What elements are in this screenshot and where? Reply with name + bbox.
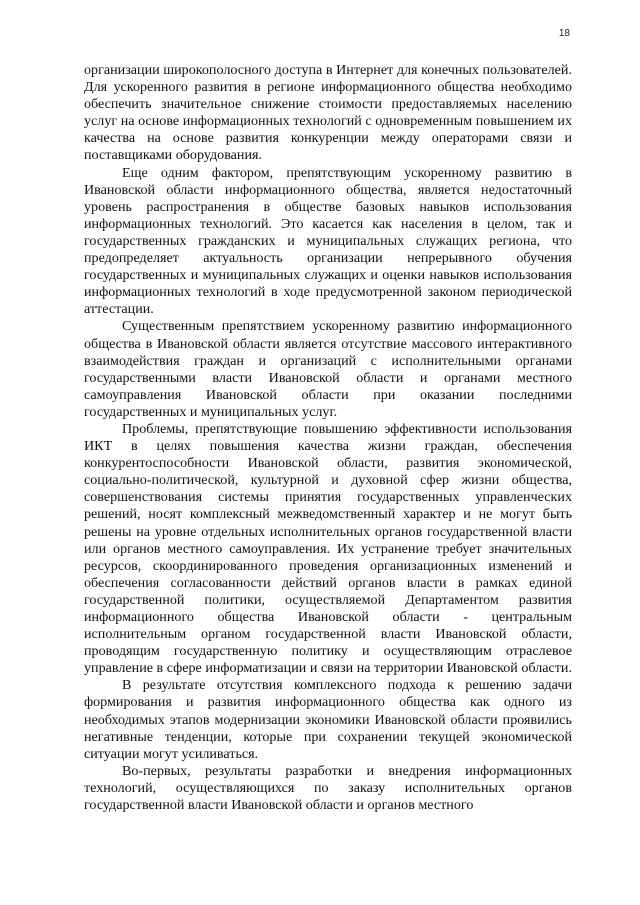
paragraph-4: Проблемы, препятствующие повышению эффективности использования ИКТ в целях повышения качества жизни граждан, обеспечения конкурентоспособности Ивановской области, развития экономической, социально-политической, культурной и духовной сфер жизни общества, совершенствования системы принятия государственных управленческих решений, носят комплексный межведомственный характер и не могут быть решены на уровне отдельных исполнительных органов государственной власти или органов местного самоуправления. Их устранение требует значительных ресурсов, скоординированного проведения организационных изменений и обеспечения согласованности действий органов власти в рамках единой государственной политики, осуществляемой Департаментом развития информационного общества Ивановской области - центральным исполнительным органом государственной власти Ивановской области, проводящим государственную политику и осуществляющим отраслевое управление в сфере информатизации и связи на территории Ивановской области. [84, 420, 572, 677]
paragraph-2: Еще одним фактором, препятствующим ускоренному развитию в Ивановской области информационного общества, является недостаточный уровень распространения в обществе базовых навыков использования информационных технологий. Это касается как населения в целом, так и государственных гражданских и муниципальных служащих региона, что предопределяет актуальность организации непрерывного обучения государственных и муниципальных служащих и оценки навыков использования информационных технологий в ходе предусмотренной законом периодической аттестации. [84, 164, 572, 318]
paragraph-5: В результате отсутствия комплексного подхода к решению задачи формирования и развития информационного общества как одного из необходимых этапов модернизации экономики Ивановской области проявились негативные тенденции, которые при сохранении текущей экономической ситуации могут усиливаться. [84, 677, 572, 762]
paragraph-1: организации широкополосного доступа в Интернет для конечных пользователей. Для ускоренного развития в регионе информационного общества необходимо обеспечить значительное снижение стоимости предоставляемых населению услуг на основе информационных технологий с одновременным повышением их качества на основе развития конкуренции между операторами связи и поставщиками оборудования. [84, 62, 572, 164]
paragraph-3: Существенным препятствием ускоренному развитию информационного общества в Ивановской области является отсутствие массового интерактивного взаимодействия граждан и организаций с исполнительными органами государственными власти Ивановской области и органами местного самоуправления Ивановской области при оказании последними государственных и муниципальных услуг. [84, 318, 572, 420]
page-number: 18 [558, 28, 570, 39]
page-body [84, 62, 572, 814]
paragraph-6: Во-первых, результаты разработки и внедрения информационных технологий, осуществляющихся по заказу исполнительных органов государственной власти Ивановской области и органов местного [84, 762, 572, 814]
